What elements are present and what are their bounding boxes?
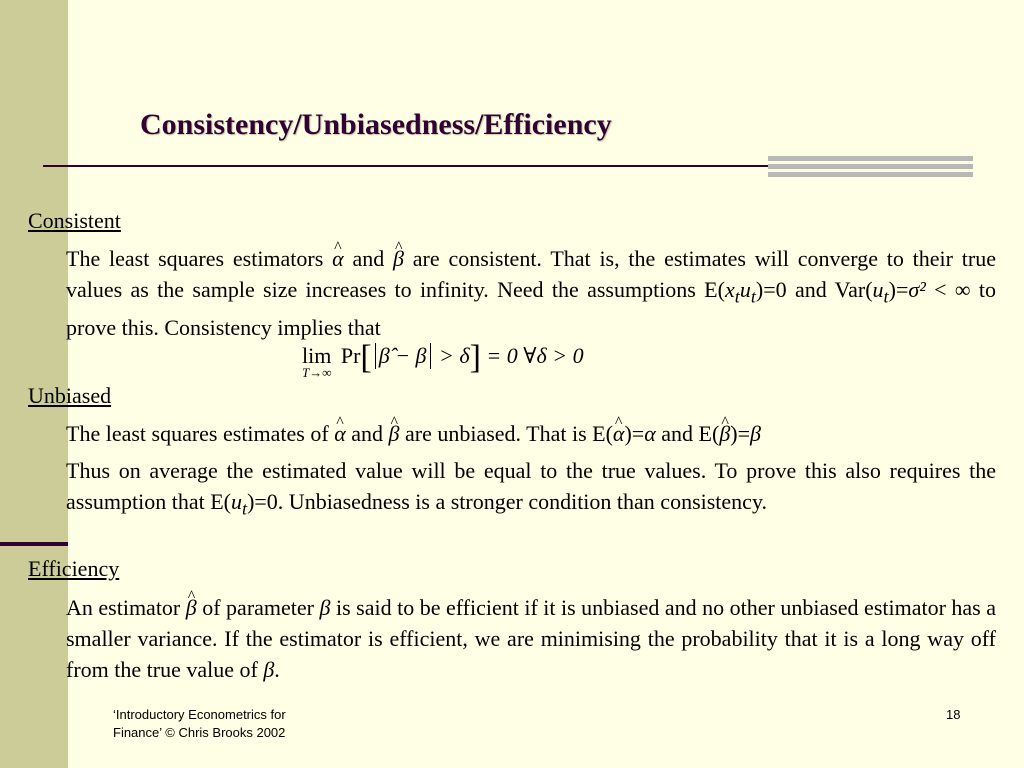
heading-unbiased: Unbiased xyxy=(28,383,112,408)
page-number: 18 xyxy=(946,707,961,722)
beta-hat-symbol: ^ β xyxy=(393,243,404,274)
formula-lim-subscript: T→∞ xyxy=(302,365,332,380)
efficiency-paragraph: An estimator ^ β of parameter β is said to be efficient if it is unbiased and no other unbiased estimator has a smaller variance. If the estimator is efficient, we are minimising the probability that it is a long way off from the true value of β. xyxy=(66,592,996,685)
title-shade xyxy=(768,156,973,180)
unbiased-paragraph-2: Thus on average the estimated value will be equal to the true values. To prove this also requires the assumption that $E(u_t)=0$. Unbiasedness is a stronger condition than consistency. xyxy=(66,458,996,519)
slide-title: Consistency/Unbiasedness/Efficiency xyxy=(140,108,612,141)
formula-body: β̂ − β xyxy=(378,343,427,368)
consistency-formula: lim T→∞ Pr[ β̂ − β > δ] = 0 ∀δ > 0 xyxy=(302,339,584,380)
consistent-paragraph: The least squares estimators ^ α and ^ β are consistent. That is, the estimates will converge to their true values as the sample size increases to infinity. Need the assumptions $E(x_tu_t)=0$ and $Var(u_t)=\sigma^2$ < ∞ to prove this. Consistency implies that xyxy=(66,243,996,343)
alpha-hat-symbol: ^ α xyxy=(332,243,344,274)
heading-consistent: Consistent xyxy=(28,208,121,233)
formula-gt: > δ xyxy=(439,343,470,368)
formula-lim: lim T→∞ xyxy=(302,343,332,380)
formula-pr: Pr xyxy=(340,343,361,368)
footer-credit: ‘Introductory Econometrics for Finance’ © Chris Brooks 2002 xyxy=(113,707,286,740)
side-accent-line xyxy=(0,542,68,546)
unbiased-paragraph-1: The least squares estimates of ^ α and ^ β are unbiased. That is E(^ α)=α and E(^ β)=β xyxy=(66,418,996,449)
heading-efficiency: Efficiency xyxy=(28,556,120,581)
formula-rhs: = 0 ∀δ > 0 xyxy=(486,343,584,368)
